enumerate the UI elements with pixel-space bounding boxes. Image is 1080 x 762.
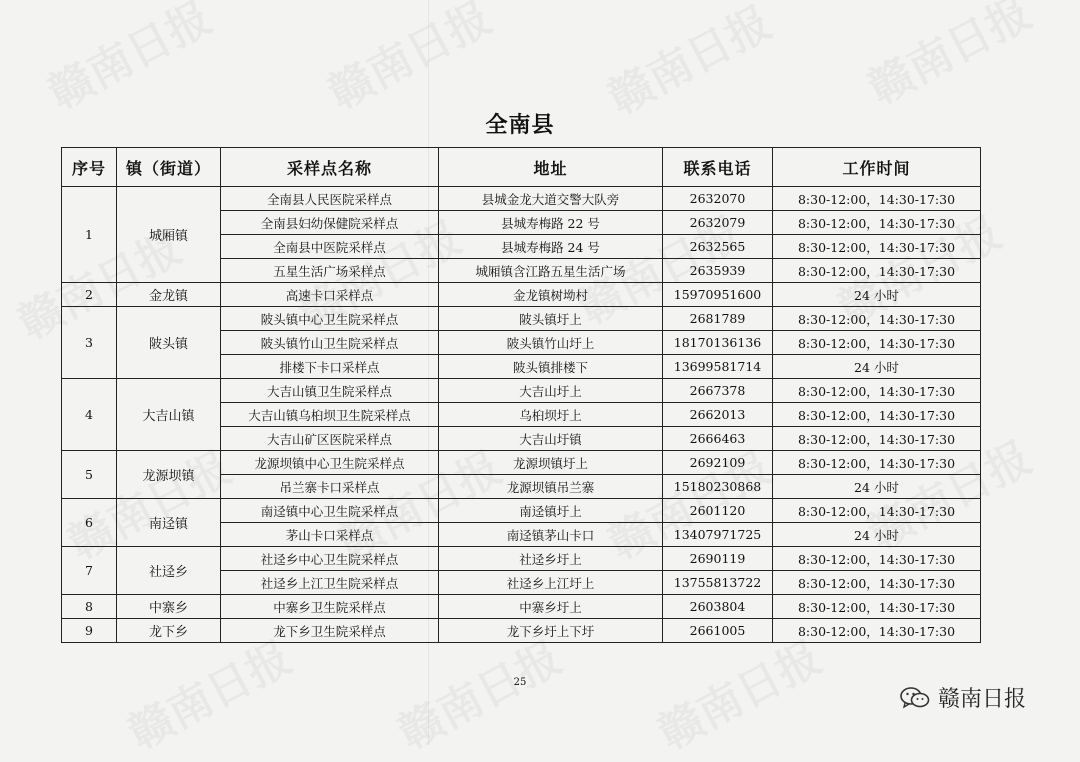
cell-site-name: 全南县妇幼保健院采样点 [221,211,439,235]
cell-site-name: 陂头镇中心卫生院采样点 [221,307,439,331]
cell-hours: 24 小时 [773,283,981,307]
table-body [62,187,981,643]
cell-phone: 2632079 [663,211,773,235]
table-row [62,307,981,331]
cell-site-name: 全南县中医院采样点 [221,235,439,259]
cell-address: 龙源坝镇圩上 [439,451,663,475]
cell-address: 陂头镇圩上 [439,307,663,331]
cell-number: 5 [62,451,117,499]
cell-hours: 24 小时 [773,523,981,547]
cell-number: 3 [62,307,117,379]
cell-hours: 8:30-12:00，14:30-17:30 [773,571,981,595]
cell-address: 乌桕坝圩上 [439,403,663,427]
cell-address: 县城寿梅路 22 号 [439,211,663,235]
cell-phone: 2661005 [663,619,773,643]
cell-hours: 8:30-12:00，14:30-17:30 [773,187,981,211]
cell-address: 中寨乡圩上 [439,595,663,619]
cell-number: 1 [62,187,117,283]
cell-phone: 13407971725 [663,523,773,547]
cell-site-name: 龙源坝镇中心卫生院采样点 [221,451,439,475]
cell-phone: 18170136136 [663,331,773,355]
cell-address: 南迳镇圩上 [439,499,663,523]
cell-number: 8 [62,595,117,619]
cell-address: 龙源坝镇吊兰寨 [439,475,663,499]
watermark [315,0,500,122]
table-row [62,283,981,307]
cell-town: 社迳乡 [117,547,221,595]
cell-site-name: 中寨乡卫生院采样点 [221,595,439,619]
cell-site-name: 社迳乡上江卫生院采样点 [221,571,439,595]
cell-hours: 8:30-12:00，14:30-17:30 [773,235,981,259]
cell-hours: 8:30-12:00，14:30-17:30 [773,619,981,643]
cell-number: 6 [62,499,117,547]
cell-site-name: 大吉山镇卫生院采样点 [221,379,439,403]
table-row [62,499,981,523]
cell-address: 社迳乡上江圩上 [439,571,663,595]
cell-town: 龙下乡 [117,619,221,643]
cell-hours: 8:30-12:00，14:30-17:30 [773,547,981,571]
cell-address: 南迳镇茅山卡口 [439,523,663,547]
cell-site-name: 排楼下卡口采样点 [221,355,439,379]
header-number: 序号 [62,148,117,187]
cell-hours: 8:30-12:00，14:30-17:30 [773,427,981,451]
cell-site-name: 龙下乡卫生院采样点 [221,619,439,643]
brand-mark [900,682,1026,713]
cell-address: 大吉山圩上 [439,379,663,403]
cell-hours: 8:30-12:00，14:30-17:30 [773,403,981,427]
cell-site-name: 茅山卡口采样点 [221,523,439,547]
cell-site-name: 全南县人民医院采样点 [221,187,439,211]
page-title: 全南县 [485,112,555,138]
cell-phone: 15970951600 [663,283,773,307]
cell-hours: 8:30-12:00，14:30-17:30 [773,451,981,475]
cell-address: 城厢镇含江路五星生活广场 [439,259,663,283]
cell-phone: 2667378 [663,379,773,403]
cell-address: 县城金龙大道交警大队旁 [439,187,663,211]
cell-phone: 2662013 [663,403,773,427]
cell-address: 陂头镇排楼下 [439,355,663,379]
table-row [62,619,981,643]
page-number: 25 [513,677,527,688]
cell-hours: 8:30-12:00，14:30-17:30 [773,259,981,283]
cell-site-name: 南迳镇中心卫生院采样点 [221,499,439,523]
brand-label: 赣南日报 [938,687,1027,712]
watermark [385,622,570,761]
cell-site-name: 大吉山矿区医院采样点 [221,427,439,451]
cell-phone: 2666463 [663,427,773,451]
cell-number: 7 [62,547,117,595]
watermark [855,0,1040,117]
cell-address: 龙下乡圩上下圩 [439,619,663,643]
cell-phone: 13699581714 [663,355,773,379]
cell-town: 龙源坝镇 [117,451,221,499]
cell-phone: 2601120 [663,499,773,523]
cell-site-name: 陂头镇竹山卫生院采样点 [221,331,439,355]
cell-hours: 8:30-12:00，14:30-17:30 [773,499,981,523]
header-town: 镇（街道） [117,148,221,187]
cell-town: 金龙镇 [117,283,221,307]
cell-address: 县城寿梅路 24 号 [439,235,663,259]
cell-hours: 8:30-12:00，14:30-17:30 [773,595,981,619]
cell-phone: 2690119 [663,547,773,571]
cell-phone: 2603804 [663,595,773,619]
cell-town: 南迳镇 [117,499,221,547]
cell-hours: 24 小时 [773,475,981,499]
table-row [62,595,981,619]
table-row [62,187,981,211]
cell-site-name: 高速卡口采样点 [221,283,439,307]
cell-phone: 2632070 [663,187,773,211]
cell-address: 社迳乡圩上 [439,547,663,571]
cell-number: 2 [62,283,117,307]
cell-address: 陂头镇竹山圩上 [439,331,663,355]
cell-phone: 2632565 [663,235,773,259]
cell-hours: 8:30-12:00，14:30-17:30 [773,331,981,355]
cell-hours: 8:30-12:00，14:30-17:30 [773,211,981,235]
table-row [62,547,981,571]
cell-hours: 8:30-12:00，14:30-17:30 [773,379,981,403]
sampling-sites-table [61,147,981,643]
watermark [115,622,300,761]
cell-phone: 2692109 [663,451,773,475]
cell-number: 9 [62,619,117,643]
wechat-icon [900,686,930,710]
cell-town: 陂头镇 [117,307,221,379]
cell-hours: 24 小时 [773,355,981,379]
cell-hours: 8:30-12:00，14:30-17:30 [773,307,981,331]
cell-phone: 2681789 [663,307,773,331]
cell-phone: 2635939 [663,259,773,283]
cell-site-name: 五星生活广场采样点 [221,259,439,283]
cell-address: 大吉山圩镇 [439,427,663,451]
table-row [62,451,981,475]
header-hours: 工作时间 [773,148,981,187]
header-phone: 联系电话 [663,148,773,187]
cell-town: 中寨乡 [117,595,221,619]
cell-address: 金龙镇树坳村 [439,283,663,307]
table-row [62,379,981,403]
header-address: 地址 [439,148,663,187]
cell-phone: 13755813722 [663,571,773,595]
cell-site-name: 大吉山镇乌桕坝卫生院采样点 [221,403,439,427]
cell-site-name: 吊兰寨卡口采样点 [221,475,439,499]
cell-town: 城厢镇 [117,187,221,283]
watermark [35,0,220,122]
cell-site-name: 社迳乡中心卫生院采样点 [221,547,439,571]
cell-town: 大吉山镇 [117,379,221,451]
watermark [645,622,830,761]
table-header-row [62,148,981,187]
header-site-name: 采样点名称 [221,148,439,187]
cell-number: 4 [62,379,117,451]
cell-phone: 15180230868 [663,475,773,499]
